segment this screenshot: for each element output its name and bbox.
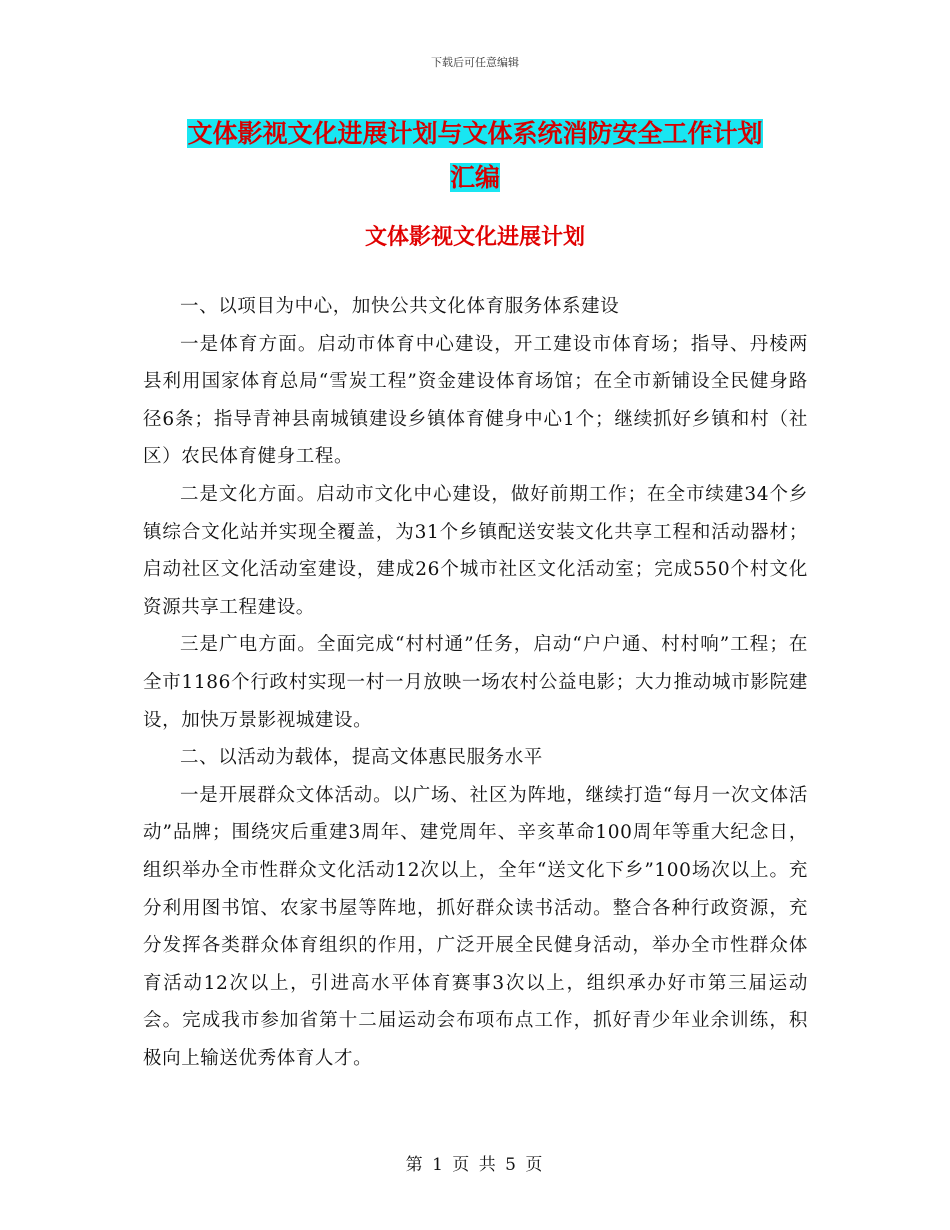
paragraph: 二是文化方面。启动市文化中心建设，做好前期工作；在全市续建34个乡镇综合文化站并实现全覆盖，为31个乡镇配送安装文化共享工程和活动器材；启动社区文化活动室建设，建成26个城市社区文化活动室；完成550个村文化资源共享工程建设。 bbox=[143, 483, 808, 618]
paragraph: 一是体育方面。启动市体育中心建设，开工建设市体育场；指导、丹棱两县利用国家体育总局“雪炭工程”资金建设体育场馆；在全市新铺设全民健身路径6条；指导青神县南城镇建设乡镇体育健身中心1个；继续抓好乡镇和村（社区）农民体育健身工程。 bbox=[143, 333, 808, 468]
body-text bbox=[143, 288, 808, 1077]
page-footer: 第 1 页 共 5 页 bbox=[405, 1155, 545, 1175]
document-title bbox=[140, 112, 810, 200]
paragraph: 一是开展群众文体活动。以广场、社区为阵地，继续打造“每月一次文体活动”品牌；围绕灾后重建3周年、建党周年、辛亥革命100周年等重大纪念日，组织举办全市性群众文化活动12次以上，全年“送文化下乡”100场次以上。充分利用图书馆、农家书屋等阵地，抓好群众读书活动。整合各种行政资源，充分发挥各类群众体育组织的作用，广泛开展全民健身活动，举办全市性群众体育活动12次以上，引进高水平体育赛事3次以上，组织承办好市第三届运动会。完成我市参加省第十二届运动会布项布点工作，抓好青少年业余训练，积极向上输送优秀体育人才。 bbox=[143, 784, 808, 1069]
document-title-line1: 文体影视文化进展计划与文体系统消防安全工作计划 bbox=[187, 119, 763, 148]
paragraph: 三是广电方面。全面完成“村村通”任务，启动“户户通、村村响”工程；在全市1186个行政村实现一村一月放映一场农村公益电影；大力推动城市影院建设，加快万景影视城建设。 bbox=[143, 634, 808, 731]
section-title: 文体影视文化进展计划 bbox=[364, 225, 585, 250]
paragraph: 二、以活动为载体，提高文体惠民服务水平 bbox=[180, 747, 543, 769]
document-title-line2: 汇编 bbox=[449, 163, 500, 192]
paragraph: 一、以项目为中心，加快公共文化体育服务体系建设 bbox=[180, 296, 620, 317]
header-note: 下载后可任意编辑 bbox=[431, 56, 519, 69]
